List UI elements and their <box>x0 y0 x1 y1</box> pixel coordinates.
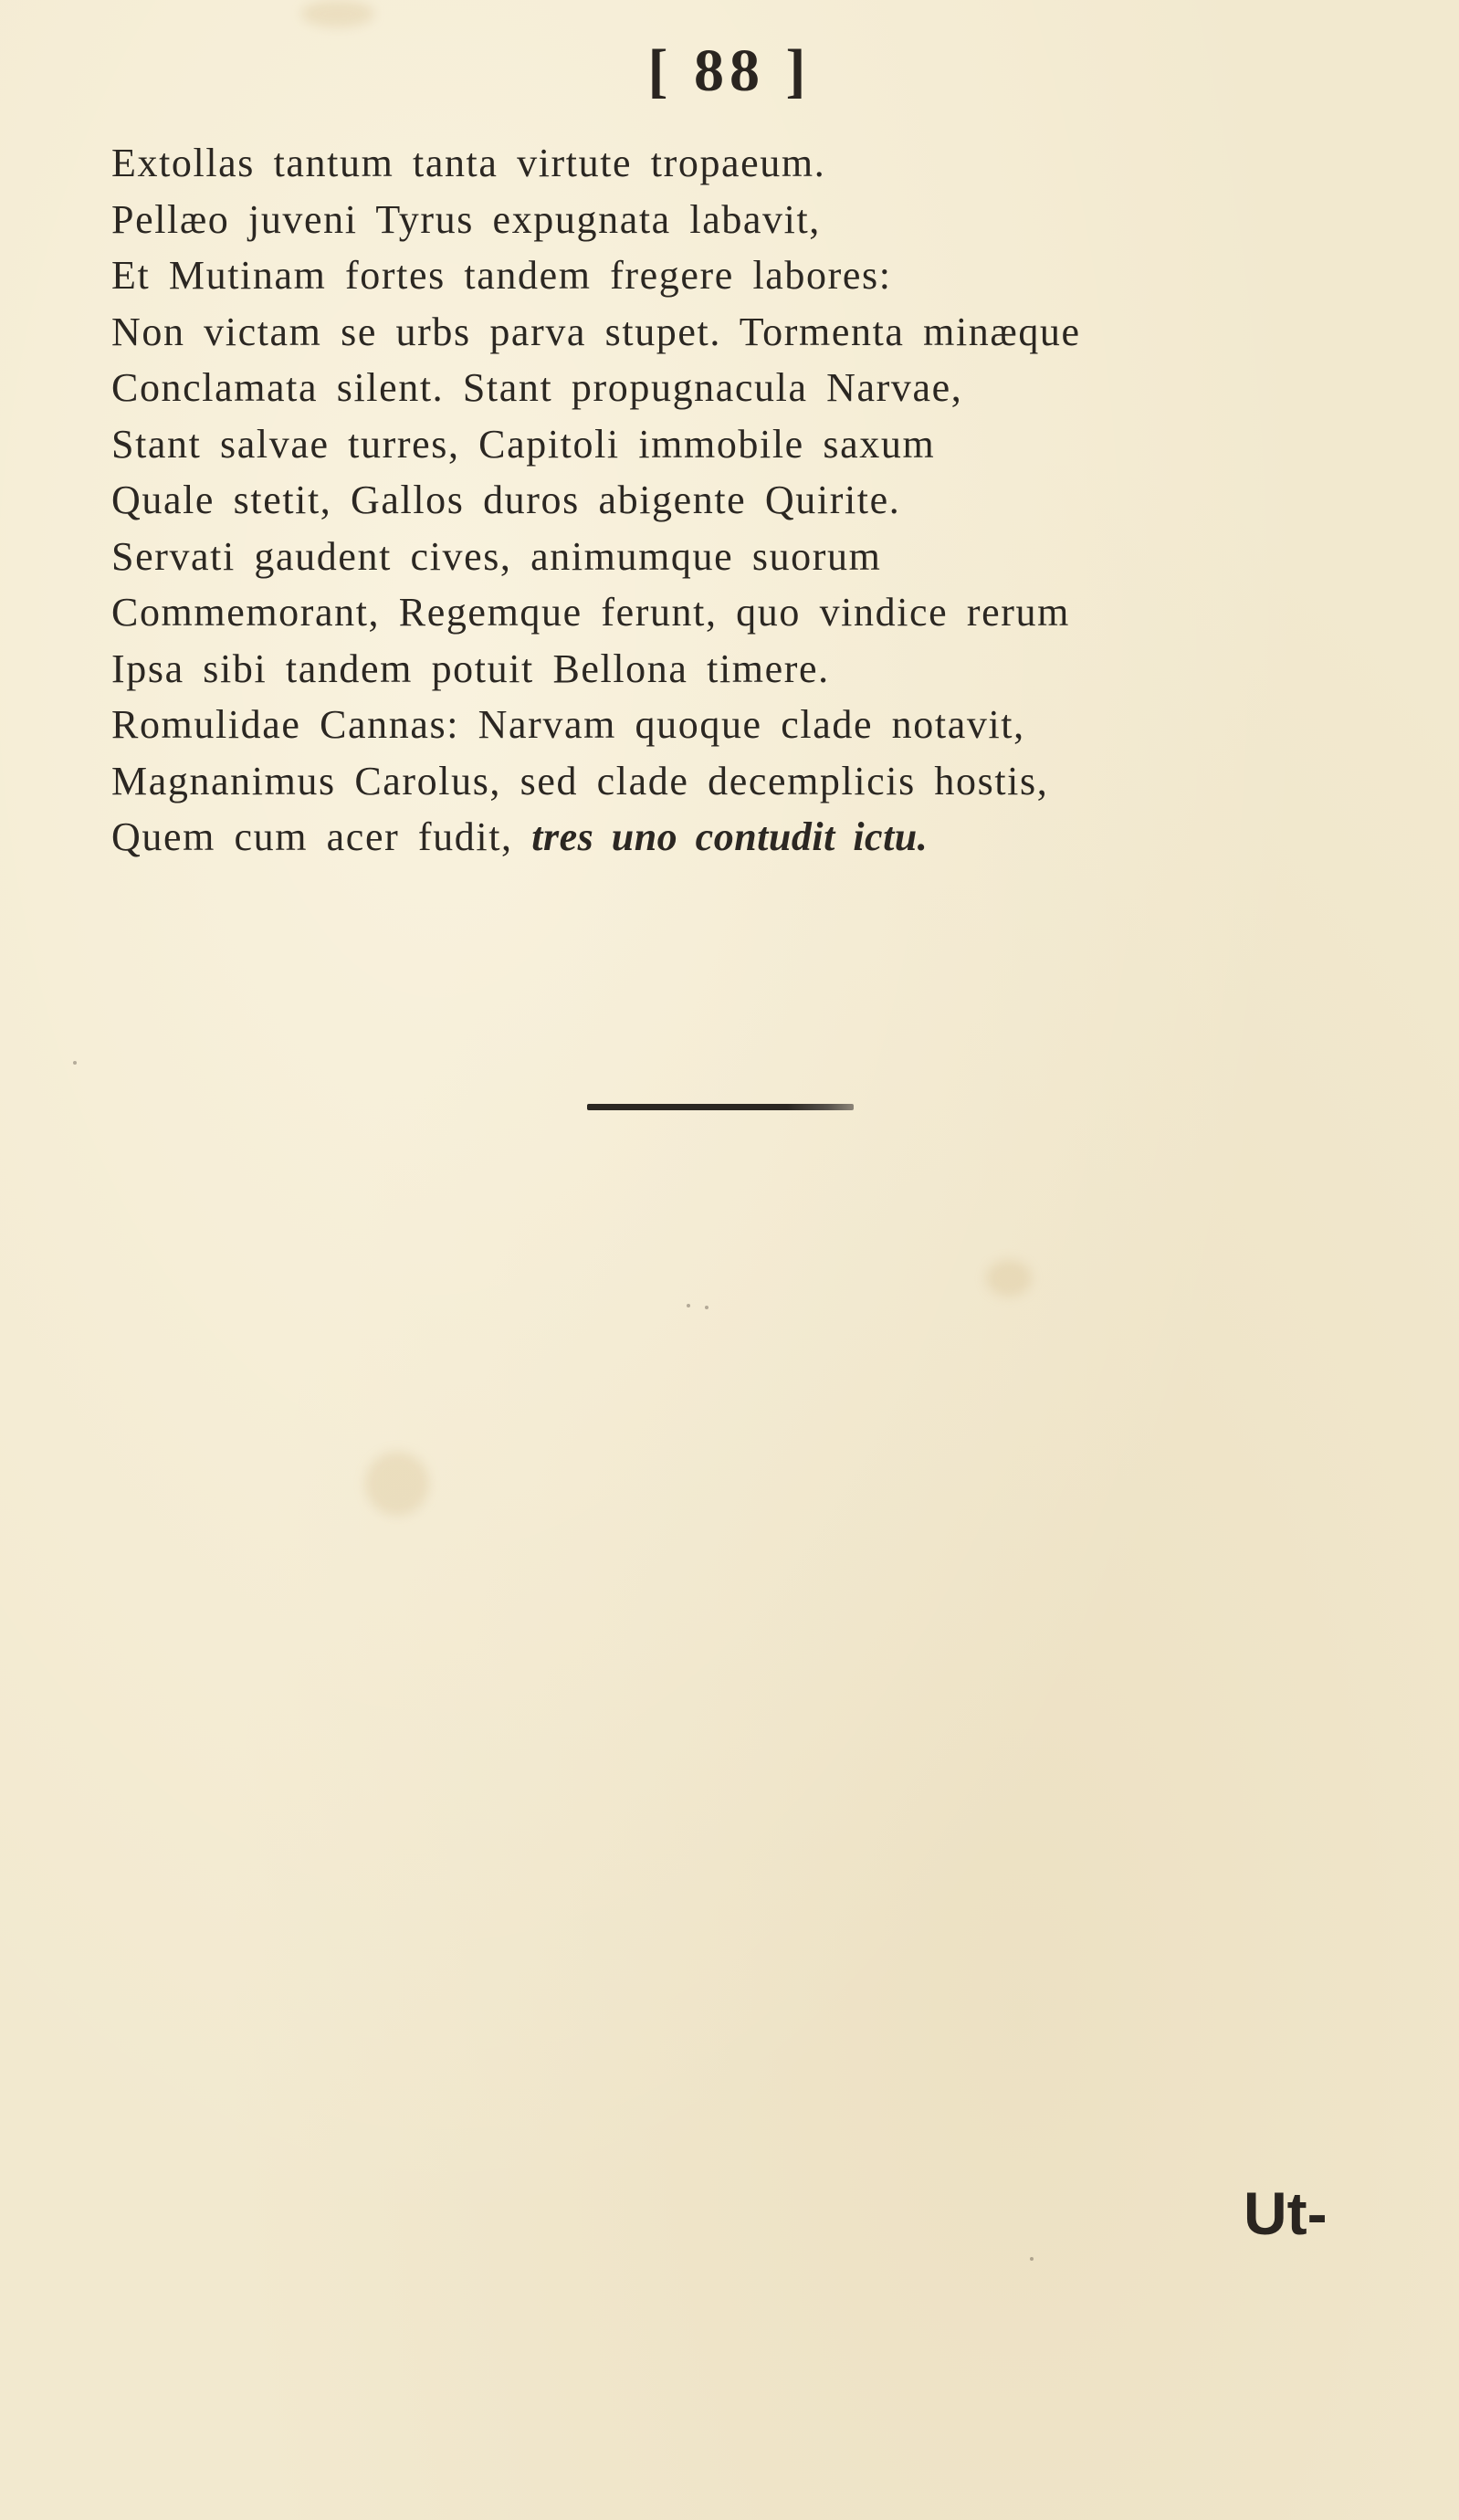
verse-line <box>111 360 1353 416</box>
paper-speck <box>705 1306 709 1309</box>
verse-line <box>111 304 1353 361</box>
verse-text: Et Mutinam fortes tandem fregere labores: <box>111 253 892 298</box>
verse-line <box>111 472 1353 529</box>
catchword: Ut- <box>1244 2179 1328 2247</box>
verse-text: Commemorant, Regemque ferunt, quo vindice rerum <box>111 590 1070 635</box>
section-divider-rule <box>587 1104 854 1110</box>
verse-text: Conclamata silent. Stant propugnacula Narvae, <box>111 365 963 410</box>
verse-text: Servati gaudent cives, animumque suorum <box>111 533 882 579</box>
paper-stain <box>301 0 374 27</box>
paper-stain <box>986 1260 1032 1297</box>
verse-line <box>111 641 1353 698</box>
verse-text: Romulidae Cannas: Narvam quoque clade notavit, <box>111 702 1025 747</box>
verse-line <box>111 529 1353 585</box>
verse-line <box>111 247 1353 304</box>
page-number-header: [ 88 ] <box>647 37 812 104</box>
verse-text: Magnanimus Carolus, sed clade decemplicis hostis, <box>111 758 1049 803</box>
paper-speck <box>1030 2257 1034 2261</box>
verse-text: Stant salvae turres, Capitoli immobile saxum <box>111 421 936 467</box>
paper-stain <box>365 1452 429 1516</box>
verse-line <box>111 135 1353 192</box>
verse-text: Pellæo juveni Tyrus expugnata labavit, <box>111 196 821 242</box>
verse-text: Non victam se urbs parva stupet. Tormenta minæque <box>111 309 1081 354</box>
verse-line <box>111 697 1353 753</box>
verse-text: Quale stetit, Gallos duros abigente Quirite. <box>111 478 901 522</box>
poem-text <box>111 135 1353 866</box>
verse-text: Extollas tantum tanta virtute tropaeum. <box>111 141 826 185</box>
verse-italic-text: tres uno contudit ictu. <box>531 814 929 859</box>
verse-line <box>111 809 1353 866</box>
verse-line <box>111 416 1353 473</box>
verse-line <box>111 753 1353 810</box>
verse-text: Quem cum acer fudit, <box>111 814 513 859</box>
verse-line <box>111 584 1353 641</box>
paper-speck <box>687 1304 690 1307</box>
verse-line <box>111 192 1353 248</box>
verse-text: Ipsa sibi tandem potuit Bellona timere. <box>111 646 830 691</box>
paper-speck <box>73 1061 77 1065</box>
